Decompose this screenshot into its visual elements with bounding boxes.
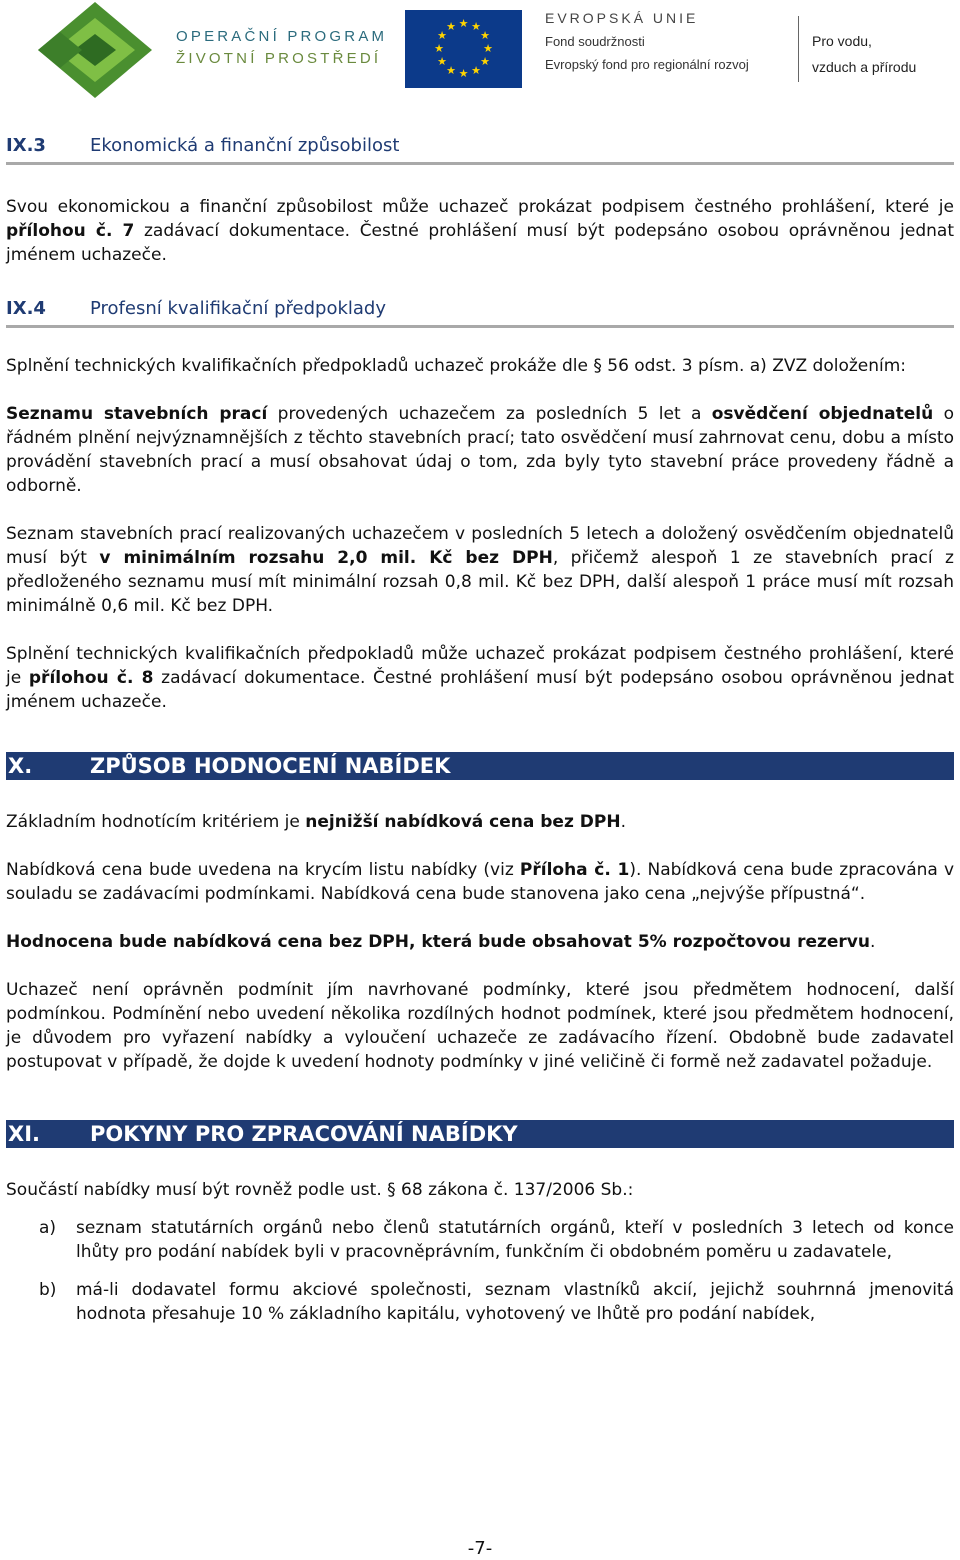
- document-body: [6, 128, 954, 1326]
- list-item-text: má-li dodavatel formu akciové společnosti, seznam vlastníků akcií, jejichž souhrnná jmenovitá hodnota přesahuje 10 % základního kapitálu, vyhotovený ve lhůtě pro podání nabídek,: [76, 1280, 954, 1324]
- section-heading-ix4: [6, 291, 954, 328]
- chapter-title: POKYNY PRO ZPRACOVÁNÍ NABÍDKY: [90, 1122, 518, 1146]
- chapter-number: X.: [8, 754, 33, 778]
- eu-funds-text: [545, 10, 749, 72]
- op-zp-leaf-logo: [30, 0, 160, 100]
- paragraph: [6, 930, 954, 954]
- text-run: .: [869, 932, 876, 952]
- eu-title: EVROPSKÁ UNIE: [545, 10, 699, 26]
- list-item: [6, 1216, 954, 1264]
- chapter-number: XI.: [8, 1122, 40, 1146]
- text-run: zadávací dokumentace. Čestné prohlášení musí být podepsáno osobou oprávněnou jednat jménem uchazeče.: [6, 668, 954, 712]
- text-run: , přičemž alespoň 1 ze stavebních prací z předloženého seznamu musí mít minimální rozsah 0,8 mil. Kč bez DPH, další alespoň 1 práce musí mít rozsah minimálně 0,6 mil. Kč bez DPH.: [6, 548, 954, 616]
- paragraph: Uchazeč není oprávněn podmínit jím navrhované podmínky, které jsou předmětem hodnocení, další podmínkou. Podmínění nebo uvedení několika rozdílných hodnot podmínek, které jsou předmětem hodnocení, je důvodem pro vyřazení nabídky a vyloučení uchazeče ze zadávacího řízení. Obdobně bude zadavatel postupovat v případě, že dojde k uvedení hodnoty podmínky v jiné veličině či formě než zadavatel požaduje.: [6, 980, 954, 1072]
- section-number: IX.3: [6, 135, 46, 156]
- paragraph: [6, 522, 954, 618]
- section-title: Ekonomická a finanční způsobilost: [90, 135, 400, 156]
- op-line2: ŽIVOTNÍ PROSTŘEDÍ: [176, 50, 382, 67]
- text-run: ). Nabídková cena bude zpracována v souladu se zadávacími podmínkami. Nabídková cena bude stanovena jako cena „nejvýše přípustná“.: [6, 860, 954, 904]
- paragraph: Splnění technických kvalifikačních předpokladů uchazeč prokáže dle § 56 odst. 3 písm. a) ZVZ doložením:: [6, 356, 907, 376]
- chapter-heading-x: [6, 752, 954, 780]
- text-run: provedených uchazečem za posledních 5 let a: [267, 404, 712, 424]
- section-number: IX.4: [6, 298, 46, 319]
- paragraph: Součástí nabídky musí být rovněž podle ust. § 68 zákona č. 137/2006 Sb.:: [6, 1180, 634, 1200]
- text-run: .: [620, 812, 626, 832]
- page-number: -7-: [467, 1538, 493, 1559]
- header-divider: [798, 16, 799, 82]
- svg-text:★: ★: [437, 29, 447, 42]
- section-title: Profesní kvalifikační předpoklady: [90, 298, 386, 319]
- text-run: Svou ekonomickou a finanční způsobilost může uchazeč prokázat podpisem čestného prohlášení, které je: [6, 197, 954, 217]
- bold-text: Hodnocena bude nabídková cena bez DPH, která bude obsahovat 5% rozpočtovou rezervu: [6, 932, 870, 952]
- section-heading-ix3: [6, 128, 954, 165]
- svg-text:★: ★: [458, 17, 469, 30]
- motto: [812, 28, 916, 80]
- text-run: Seznam stavebních prací realizovaných uchazečem v posledních 5 letech a doložený osvědčením objednatelů musí být: [6, 524, 954, 568]
- text-run: Splnění technických kvalifikačních předpokladů může uchazeč prokázat podpisem čestného prohlášení, které je: [6, 644, 954, 688]
- svg-text:★: ★: [480, 55, 490, 68]
- bold-text: nejnižší nabídková cena bez DPH: [305, 812, 621, 832]
- svg-text:★: ★: [446, 20, 456, 33]
- svg-text:★: ★: [434, 42, 444, 55]
- bold-text: Seznamu stavebních prací: [6, 404, 268, 424]
- text-run: o řádném plnění nejvýznamnějších z těchto stavebních prací; tato osvědčení musí zahrnovat cenu, dobu a místo provádění stavebních prací a musí obsahovat údaj o tom, zda byly tyto stavební práce provedeny řádně a odborně.: [6, 404, 954, 496]
- page-header: [0, 0, 960, 100]
- op-line1: OPERAČNÍ PROGRAM: [176, 28, 388, 45]
- text-run: Nabídková cena bude uvedena na krycím listu nabídky (viz: [6, 860, 520, 880]
- svg-text:★: ★: [437, 55, 447, 68]
- list-item: [6, 1278, 954, 1326]
- eu-fund-regional: Evropský fond pro regionální rozvoj: [545, 57, 749, 72]
- list-marker: b): [39, 1280, 57, 1300]
- svg-text:★: ★: [471, 64, 481, 77]
- list-item-text: seznam statutárních orgánů nebo členů statutárních orgánů, kteří v posledních 3 letech od konce lhůty pro podání nabídek byli v pracovněprávním, funkčním či obdobném poměru u zadavatele,: [76, 1218, 954, 1262]
- chapter-heading-xi: [6, 1120, 954, 1148]
- paragraph: [6, 858, 954, 906]
- eu-fund-cohesion: Fond soudržnosti: [545, 34, 645, 49]
- bold-text: osvědčení objednatelů: [711, 404, 934, 424]
- motto-line1: Pro vodu,: [812, 33, 872, 49]
- paragraph: [6, 642, 954, 714]
- op-program-name: [176, 26, 387, 70]
- paragraph: [6, 195, 954, 267]
- svg-text:★: ★: [446, 64, 456, 77]
- bold-text: Příloha č. 1: [519, 860, 630, 880]
- bold-text: v minimálním rozsahu 2,0 mil. Kč bez DPH: [99, 548, 553, 568]
- chapter-title: ZPŮSOB HODNOCENÍ NABÍDEK: [90, 754, 451, 778]
- svg-text:★: ★: [483, 42, 493, 55]
- motto-line2: vzduch a přírodu: [812, 59, 917, 75]
- paragraph: [6, 810, 954, 834]
- list-marker: a): [39, 1218, 57, 1238]
- svg-text:★: ★: [480, 29, 490, 42]
- svg-text:★: ★: [458, 67, 469, 80]
- text-run: zadávací dokumentace. Čestné prohlášení musí být podepsáno osobou oprávněnou jednat jménem uchazeče.: [6, 221, 954, 265]
- bold-text: přílohou č. 7: [6, 221, 135, 241]
- bold-text: přílohou č. 8: [28, 668, 154, 688]
- svg-text:★: ★: [471, 20, 481, 33]
- eu-flag-icon: [405, 10, 522, 88]
- paragraph: [6, 402, 954, 498]
- text-run: Základním hodnotícím kritériem je: [6, 812, 306, 832]
